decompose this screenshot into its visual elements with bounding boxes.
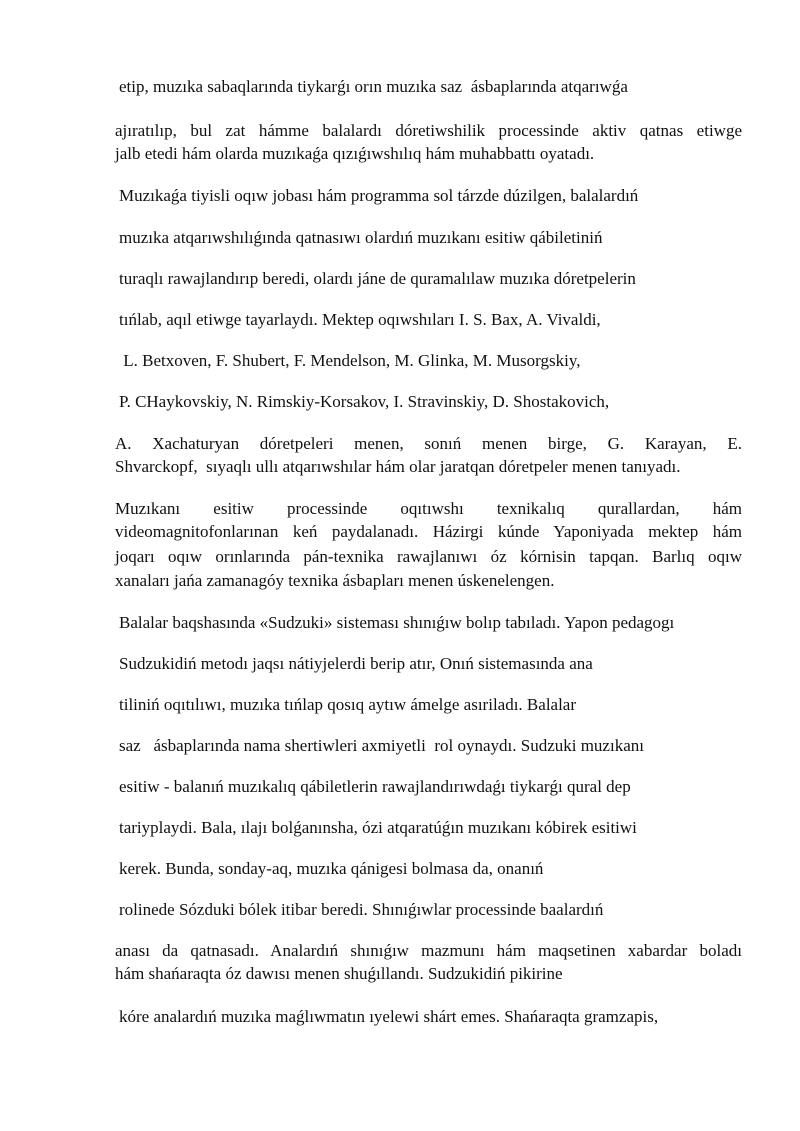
- text-line: Shvarckopf, sıyaqlı ullı atqarıwshılar hám olar jaratqan dóretpeler menen tanıyadı.: [115, 457, 681, 476]
- text-line: ajıratılıp, bul zat hámme balalardı dóretiwshilik processinde aktiv qatnas etiwge: [115, 121, 742, 140]
- text-line: esitiw - balanıń muzıkalıq qábiletlerin rawajlandırıwdaǵı tiykarǵı qural dep: [119, 777, 631, 796]
- text-line: Muzıkaǵa tiyisli oqıw jobası hám programma sol tárzde dúzilgen, balalardıń: [119, 186, 639, 205]
- text-line: L. Betxoven, F. Shubert, F. Mendelson, M. Glinka, M. Musorgskiy,: [119, 351, 581, 370]
- text-line: A. Xachaturyan dóretpeleri menen, sonıń menen birge, G. Karayan, E.: [115, 434, 742, 453]
- text-line: Muzıkanı esitiw processinde oqıtıwshı texnikalıq qurallardan, hám: [115, 499, 742, 518]
- text-line: Balalar baqshasında «Sudzuki» sisteması shınıǵıw bolıp tabıladı. Yapon pedagogı: [119, 613, 675, 632]
- text-line: tariyplaydi. Bala, ılajı bolǵanınsha, ózi atqaratúǵın muzıkanı kóbirek esitiwi: [119, 818, 637, 837]
- text-line: etip, muzıka sabaqlarında tiykarǵı orın muzıka saz ásbaplarında atqarıwǵa: [119, 77, 628, 96]
- text-line: hám shańaraqta óz dawısı menen shuǵıllandı. Sudzukidiń pikirine: [115, 964, 563, 983]
- text-line: kerek. Bunda, sonday-aq, muzıka qánigesi bolmasa da, onanıń: [119, 859, 544, 878]
- text-line: joqarı oqıw orınlarında pán-texnika rawajlanıwı óz kórnisin tapqan. Barlıq oqıw: [115, 547, 742, 566]
- text-line: muzıka atqarıwshılıǵında qatnasıwı olardıń muzıkanı esitiw qábiletiniń: [119, 228, 603, 247]
- text-line: saz ásbaplarında nama shertiwleri axmiyetli rol oynaydı. Sudzuki muzıkanı: [119, 736, 644, 755]
- text-line: tıńlab, aqıl etiwge tayarlaydı. Mektep oqıwshıları I. S. Bax, A. Vivaldi,: [119, 310, 601, 329]
- text-line: P. CHaykovskiy, N. Rimskiy-Korsakov, I. Stravinskiy, D. Shostakovich,: [119, 392, 610, 411]
- text-line: jalb etedi hám olarda muzıkaǵa qızıǵıwshılıq hám muhabbattı oyatadı.: [115, 144, 595, 163]
- text-line: videomagnitofonlarınan keń paydalanadı. Házirgi kúnde Yaponiyada mektep hám: [115, 522, 742, 541]
- text-line: tiliniń oqıtılıwı, muzıka tıńlap qosıq aytıw ámelge asıriladı. Balalar: [119, 695, 577, 714]
- text-line: rolinede Sózduki bólek itibar beredi. Shınıǵıwlar processinde baalardıń: [119, 900, 604, 919]
- text-line: turaqlı rawajlandırıp beredi, olardı jáne de quramalılaw muzıka dóretpelerin: [119, 269, 636, 288]
- text-line: anası da qatnasadı. Analardıń shınıǵıw mazmunı hám maqsetinen xabardar boladı: [115, 941, 742, 960]
- text-line: Sudzukidiń metodı jaqsı nátiyjelerdi berip atır, Onıń sistemasında ana: [119, 654, 593, 673]
- text-line: kóre analardıń muzıka maǵlıwmatın ıyelewi shárt emes. Shańaraqta gramzapis,: [119, 1007, 659, 1026]
- text-line: xanaları jańa zamanagóy texnika ásbapları menen úskenelengen.: [115, 571, 555, 590]
